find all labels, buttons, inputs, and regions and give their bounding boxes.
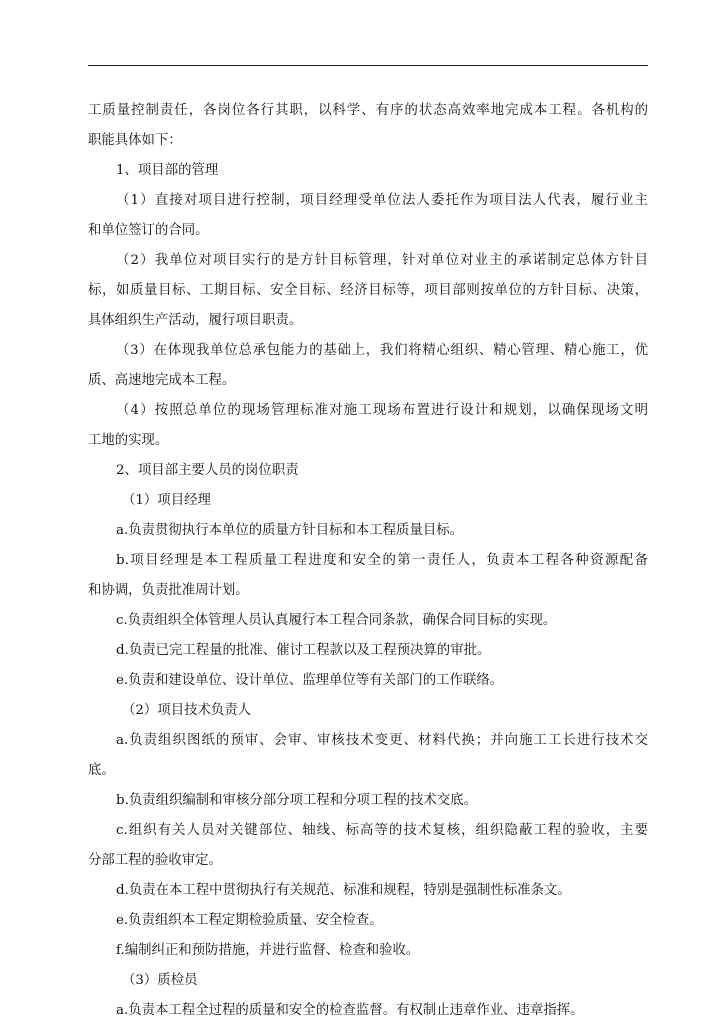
document-body [88, 96, 648, 1026]
text-line: b.负责组织编制和审核分部分项工程和分项工程的技术交底。 [116, 793, 477, 808]
text-line: f.编制纠正和预防措施，并进行监督、检查和验收。 [116, 943, 420, 958]
text-line: 具体组织生产活动，履行项目职责。 [88, 313, 303, 328]
text-line: （2）我单位对项目实行的是方针目标管理，针对单位对业主的承诺制定总体方针目 [116, 253, 648, 268]
header-rule [88, 65, 648, 66]
text-line: 1、项目部的管理 [116, 163, 219, 178]
text-line: 2、项目部主要人员的岗位职责 [116, 463, 299, 478]
text-line: 职能具体如下： [88, 133, 182, 148]
text-line: b.项目经理是本工程质量工程进度和安全的第一责任人，负责本工程各种资源配备 [116, 553, 648, 568]
text-line: （1）项目经理 [122, 493, 211, 508]
text-line: （3）在体现我单位总承包能力的基础上，我们将精心组织、精心管理、精心施工，优 [116, 343, 648, 358]
text-line: e.负责和建设单位、设计单位、监理单位等有关部门的工作联络。 [116, 673, 504, 688]
text-line: （2）项目技术负责人 [122, 703, 252, 718]
text-line: （4）按照总单位的现场管理标准对施工现场布置进行设计和规划，以确保现场文明 [116, 403, 648, 418]
text-line: 底。 [88, 763, 115, 778]
text-line: 标，如质量目标、工期目标、安全目标、经济目标等，项目部则按单位的方针目标、决策， [88, 283, 648, 298]
text-line: 质、高速地完成本工程。 [88, 373, 236, 388]
text-line: a.负责贯彻执行本单位的质量方针目标和本工程质量目标。 [116, 523, 464, 538]
text-line: 和单位签订的合同。 [88, 223, 209, 238]
text-line: 和协调，负责批准周计划。 [88, 583, 249, 598]
text-line: e.负责组织本工程定期检验质量、安全检查。 [116, 913, 383, 928]
text-line: a.负责组织图纸的预审、会审、审核技术变更、材料代换；并向施工工长进行技术交 [116, 733, 648, 748]
text-line: （1）直接对项目进行控制，项目经理受单位法人委托作为项目法人代表，履行业主 [116, 193, 648, 208]
text-line: c.负责组织全体管理人员认真履行本工程合同条款，确保合同目标的实现。 [116, 613, 557, 628]
text-line: d.负责在本工程中贯彻执行有关规范、标准和规程，特别是强制性标准条文。 [116, 883, 571, 898]
text-line: 分部工程的验收审定。 [88, 853, 222, 868]
text-line: 工地的实现。 [88, 433, 169, 448]
text-line: c.组织有关人员对关键部位、轴线、标高等的技术复核，组织隐蔽工程的验收，主要 [116, 823, 648, 838]
text-line: （3）质检员 [122, 973, 198, 988]
text-line: d.负责已完工程量的批准、催讨工程款以及工程预决算的审批。 [116, 643, 491, 658]
text-line: 工质量控制责任，各岗位各行其职，以科学、有序的状态高效率地完成本工程。各机构的 [88, 103, 648, 118]
text-line: a.负责本工程全过程的质量和安全的检查监督。有权制止违章作业、违章指挥。 [116, 1003, 584, 1018]
